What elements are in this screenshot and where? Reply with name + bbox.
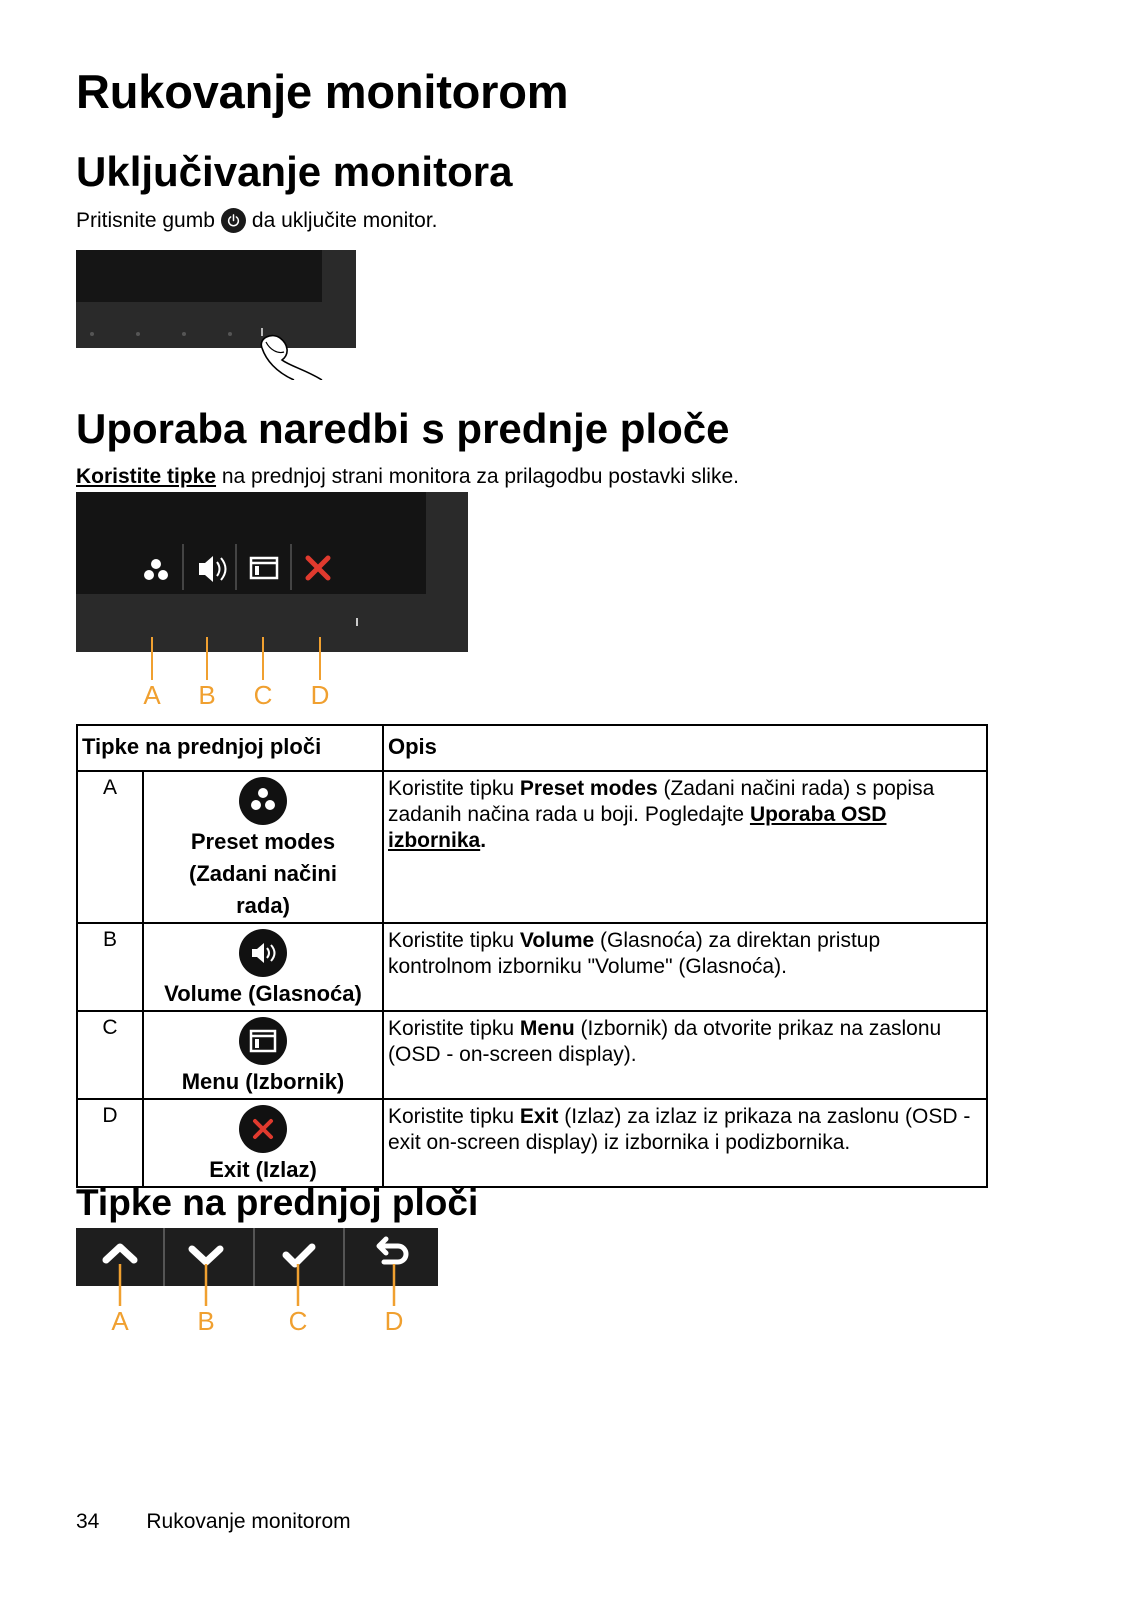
desc-bold: Volume [519, 929, 595, 952]
front-label-a: A [143, 680, 161, 710]
power-instruction-after: da uključite monitor. [251, 208, 438, 232]
power-section-heading: Uključivanje monitora [76, 148, 513, 195]
desc-text: Koristite tipku [388, 929, 520, 952]
table-header-buttons: Tipke na prednjoj ploči [77, 725, 383, 771]
desc-text: (Glasnoća) za direktan pristup kontrolnom izborniku "Volume" (Glasnoća). [388, 929, 881, 978]
desc-end: . [480, 829, 487, 852]
key-label-a: A [111, 1306, 129, 1336]
menu-icon [238, 1016, 288, 1066]
power-button-illustration [76, 250, 360, 380]
front-panel-intro [76, 465, 739, 489]
desc-text: Koristite tipku [388, 1017, 520, 1040]
row-description [383, 771, 987, 923]
power-instruction-before: Pritisnite gumb [76, 208, 215, 232]
row-button-name: Preset modes (Zadani načini rada) [189, 829, 337, 918]
row-description [383, 923, 987, 1011]
desc-text: (Zadani načini rada) s popisa zadanih načina rada u boji. Pogledajte [388, 777, 935, 826]
table-row [77, 1011, 987, 1099]
volume-icon [238, 928, 288, 978]
key-label-d: D [384, 1306, 404, 1336]
front-keys-heading: Tipke na prednjoj ploči [76, 1182, 479, 1223]
table-row [77, 1099, 987, 1187]
row-button-name: Exit (Izlaz) [209, 1157, 317, 1182]
key-label-c: C [288, 1306, 308, 1336]
row-button-name: Menu (Izbornik) [181, 1069, 345, 1094]
front-panel-heading: Uporaba naredbi s prednje ploče [76, 405, 730, 452]
osd-menu-link[interactable]: Uporaba OSD izbornika [388, 803, 887, 852]
row-description [383, 1099, 987, 1187]
desc-text: (Izbornik) da otvorite prikaz na zaslonu (OSD - on-screen display). [388, 1017, 942, 1066]
table-row [77, 923, 987, 1011]
table-row [77, 771, 987, 923]
desc-bold: Menu [519, 1017, 575, 1040]
row-button-cell [143, 923, 383, 1011]
row-button-name: Volume (Glasnoća) [164, 981, 362, 1006]
exit-icon [238, 1104, 288, 1154]
front-keys-illustration [76, 1228, 446, 1348]
page-number: 34 [76, 1510, 100, 1533]
desc-bold: Preset modes [519, 777, 658, 800]
row-button-cell [143, 771, 383, 923]
desc-text: Koristite tipku [388, 777, 520, 800]
power-button-icon [221, 208, 246, 233]
table-header-row [77, 725, 987, 771]
front-panel-intro-text: na prednjoj strani monitora za prilagodbu postavki slike. [216, 465, 739, 488]
row-letter: D [77, 1099, 143, 1187]
desc-text: (Izlaz) za izlaz iz prikaza na zaslonu (OSD - exit on-screen display) iz izbornika i podizbornika. [388, 1105, 971, 1154]
row-button-cell [143, 1099, 383, 1187]
row-letter: B [77, 923, 143, 1011]
row-letter: A [77, 771, 143, 923]
table-header-description: Opis [383, 725, 987, 771]
power-instruction [76, 208, 438, 233]
front-label-b: B [198, 680, 216, 710]
page-title: Rukovanje monitorom [76, 65, 569, 118]
front-panel-buttons-table [76, 724, 988, 1188]
row-description [383, 1011, 987, 1099]
desc-bold: Exit [519, 1105, 559, 1128]
row-letter: C [77, 1011, 143, 1099]
front-label-c: C [253, 680, 273, 710]
desc-text: Koristite tipku [388, 1105, 520, 1128]
footer-chapter: Rukovanje monitorom [146, 1510, 351, 1533]
row-button-cell [143, 1011, 383, 1099]
key-label-b: B [197, 1306, 215, 1336]
preset-modes-icon [238, 776, 288, 826]
front-label-d: D [310, 680, 330, 710]
front-panel-illustration [76, 492, 476, 714]
page-footer [76, 1510, 351, 1534]
front-panel-link[interactable]: Koristite tipke [76, 465, 217, 488]
